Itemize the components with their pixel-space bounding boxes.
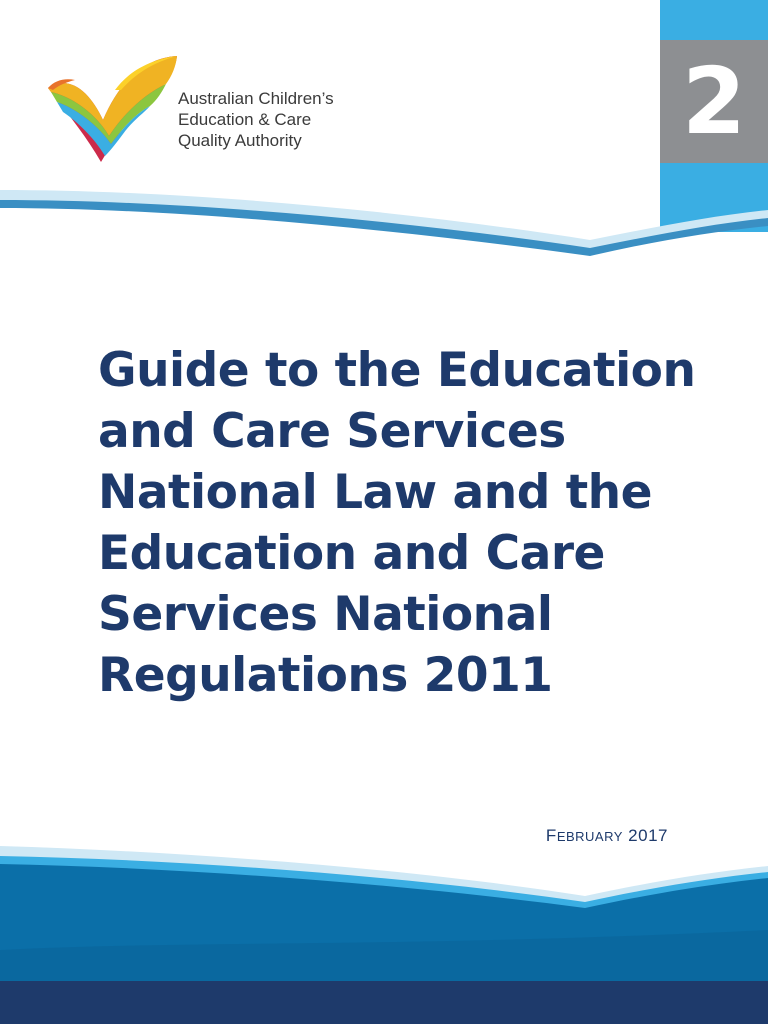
footer-band [0,981,768,1024]
acecqa-logo [45,50,345,165]
title-line: National Law and the [98,465,652,520]
top-wave-decoration [0,180,768,270]
title-line: Services National [98,587,553,642]
logo-line: Quality Authority [178,131,302,150]
organisation-name [178,88,334,151]
title-line: Education and Care [98,526,605,581]
title-line: and Care Services [98,404,566,459]
heart-logo-icon [45,50,180,165]
date-year: 2017 [628,826,668,845]
date-month-rest: EBRUARY [556,829,623,844]
logo-line: Australian Children’s [178,89,334,108]
document-title [98,340,718,706]
logo-line: Education & Care [178,110,312,129]
title-line: Guide to the Education [98,343,696,398]
chapter-number: 2 [681,47,746,155]
date-initial: F [545,826,557,845]
title-line: Regulations 2011 [98,648,553,703]
